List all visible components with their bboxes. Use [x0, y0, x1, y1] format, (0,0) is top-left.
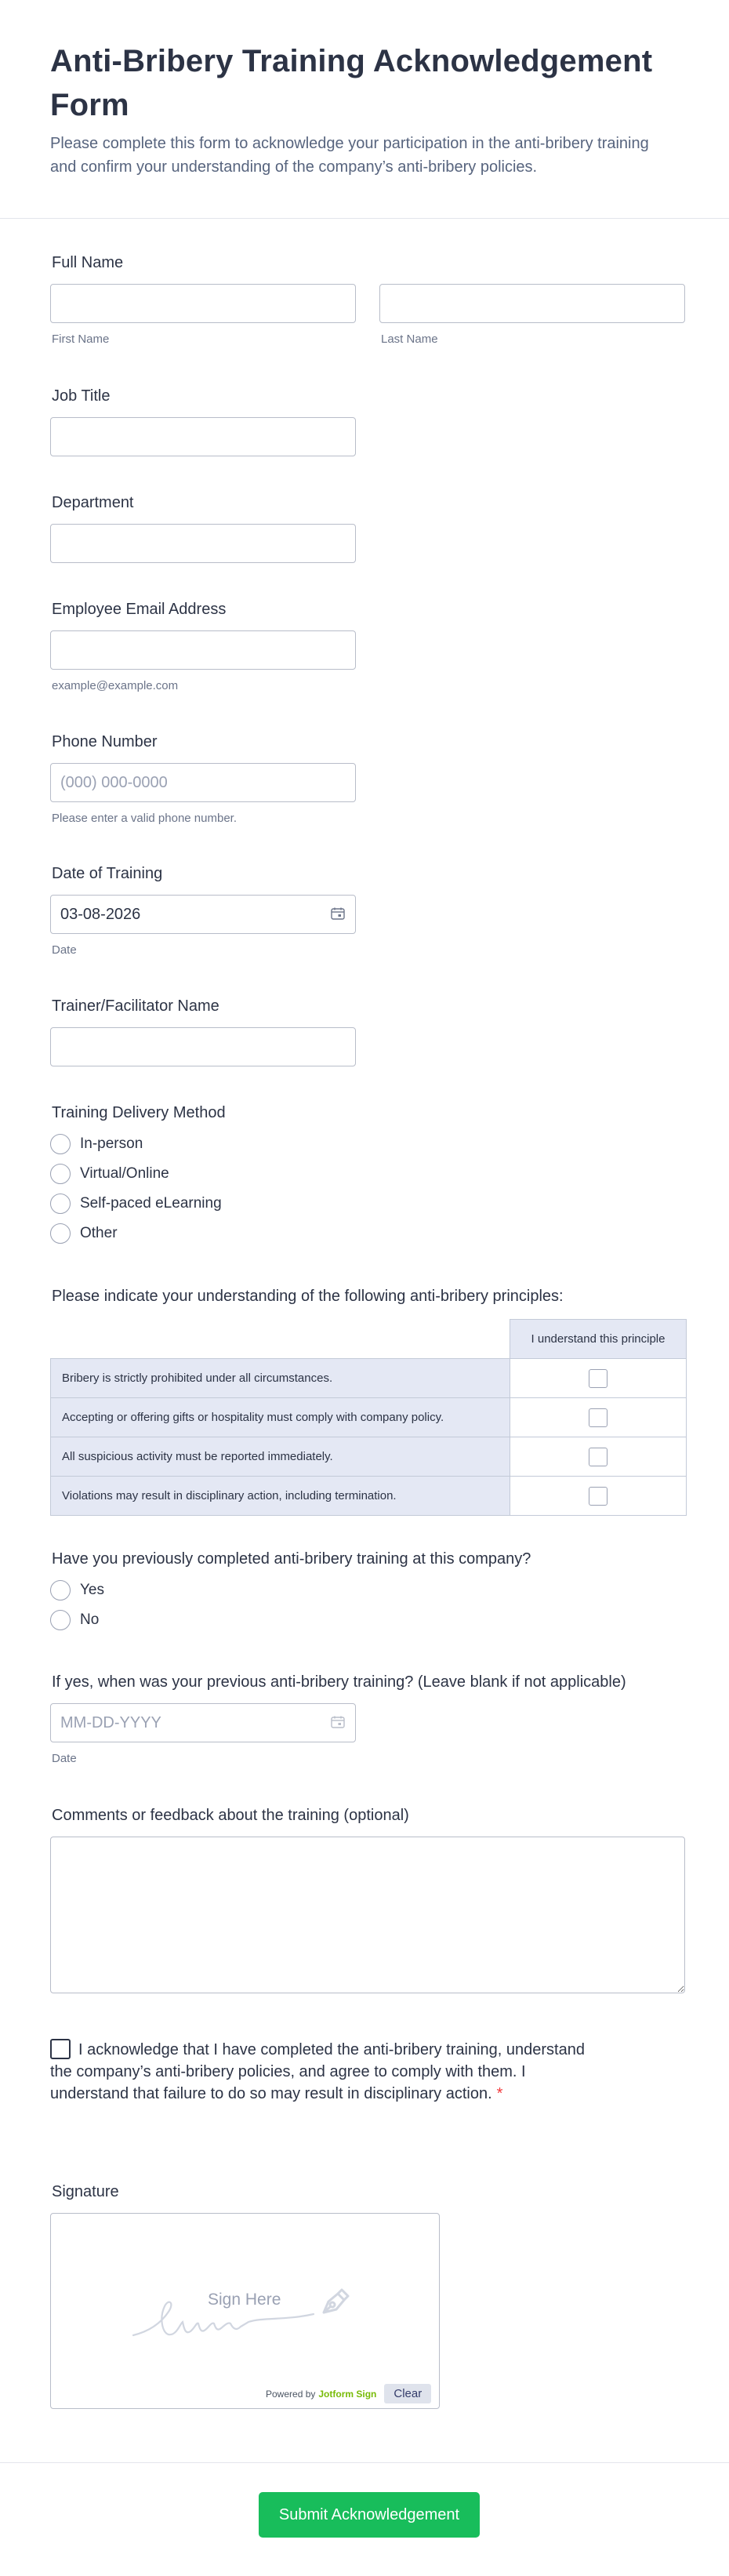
- phone-input[interactable]: (000) 000-0000: [50, 763, 356, 802]
- acknowledge-text: I acknowledge that I have completed the anti-bribery training, understand the company’s anti-bribery policies, and agree to comply with them. I understand that failure to do so may result in disciplinary action.: [50, 2041, 585, 2102]
- phone-section: [50, 732, 685, 825]
- signature-label: Signature: [52, 2183, 119, 2200]
- first-name-input[interactable]: [50, 284, 356, 323]
- last-name-input[interactable]: [379, 284, 685, 323]
- department-label: Department: [52, 494, 134, 511]
- department-input[interactable]: [50, 524, 356, 563]
- previous-date-sublabel: Date: [52, 1752, 77, 1765]
- training-date-label: Date of Training: [52, 865, 163, 882]
- full-name-section: [50, 253, 685, 346]
- principles-matrix: [50, 1319, 687, 1516]
- previous-date-field: [50, 1703, 356, 1742]
- training-date-section: [50, 863, 685, 957]
- radio-button[interactable]: [50, 1580, 71, 1600]
- delivery-section: [50, 1103, 685, 1248]
- signature-section: [50, 2182, 685, 2409]
- option-label: No: [80, 1611, 100, 1628]
- table-row: [51, 1437, 687, 1477]
- comments-section: [50, 1805, 685, 1993]
- job-title-section: [50, 386, 685, 456]
- training-date-input[interactable]: 03-08-2026: [50, 895, 356, 934]
- pen-nib-icon: [317, 2284, 352, 2319]
- signature-scribble-icon: [51, 2214, 441, 2410]
- powered-by: [266, 2384, 431, 2403]
- signature-placeholder: Sign Here: [208, 2291, 281, 2309]
- option-label: Self-paced eLearning: [80, 1195, 222, 1212]
- email-input[interactable]: [50, 630, 356, 670]
- footer-divider: [0, 2462, 729, 2463]
- principles-section: [50, 1286, 685, 1516]
- trainer-label: Trainer/Facilitator Name: [52, 997, 219, 1015]
- first-name-sublabel: First Name: [52, 332, 110, 346]
- previous-section: [50, 1549, 685, 1635]
- last-name-sublabel: Last Name: [381, 332, 438, 346]
- option-label: In-person: [80, 1135, 143, 1152]
- delivery-option-virtual[interactable]: [50, 1159, 685, 1189]
- department-section: [50, 492, 685, 563]
- radio-button[interactable]: [50, 1194, 71, 1214]
- delivery-label: Training Delivery Method: [52, 1104, 226, 1121]
- matrix-row-label: Bribery is strictly prohibited under all circumstances.: [51, 1359, 510, 1398]
- clear-signature-button[interactable]: Clear: [384, 2384, 431, 2403]
- trainer-section: [50, 996, 685, 1066]
- matrix-row-label: Violations may result in disciplinary action, including termination.: [51, 1477, 510, 1516]
- delivery-option-other[interactable]: [50, 1219, 685, 1248]
- acknowledge-checkbox[interactable]: [50, 2039, 71, 2059]
- email-sublabel: example@example.com: [52, 679, 179, 692]
- option-label: Yes: [80, 1582, 104, 1598]
- previous-option-yes[interactable]: [50, 1575, 685, 1605]
- calendar-icon[interactable]: [331, 1716, 345, 1728]
- table-row: [51, 1398, 687, 1437]
- form-title: Anti-Bribery Training Acknowledgement Form: [50, 44, 653, 122]
- training-date-sublabel: Date: [52, 943, 77, 957]
- acknowledge-section: [50, 2039, 685, 2105]
- powered-by-text: Powered by: [266, 2388, 316, 2400]
- option-label: Virtual/Online: [80, 1165, 169, 1182]
- matrix-row-label: All suspicious activity must be reported immediately.: [51, 1437, 510, 1477]
- calendar-icon[interactable]: [331, 907, 345, 920]
- signature-pad[interactable]: [50, 2213, 440, 2409]
- email-section: [50, 599, 685, 692]
- comments-textarea[interactable]: [50, 1837, 685, 1993]
- delivery-option-in-person[interactable]: [50, 1129, 685, 1159]
- radio-button[interactable]: [50, 1610, 71, 1630]
- principle-checkbox[interactable]: [589, 1487, 608, 1506]
- trainer-input[interactable]: [50, 1027, 356, 1066]
- principle-checkbox[interactable]: [589, 1448, 608, 1466]
- previous-date-label: If yes, when was your previous anti-bribery training? (Leave blank if not applicable): [52, 1673, 626, 1691]
- training-date-field: [50, 895, 356, 934]
- table-row: [51, 1359, 687, 1398]
- principles-label: Please indicate your understanding of the following anti-bribery principles:: [52, 1288, 564, 1305]
- comments-label: Comments or feedback about the training (optional): [52, 1807, 409, 1824]
- matrix-column-header: I understand this principle: [510, 1320, 687, 1359]
- jotform-sign-brand: Jotform Sign: [318, 2388, 377, 2400]
- table-row: [51, 1477, 687, 1516]
- matrix-row-label: Accepting or offering gifts or hospitality must comply with company policy.: [51, 1398, 510, 1437]
- form-subtitle: Please complete this form to acknowledge your participation in the anti-bribery training and confirm your understanding of the company’s anti-bribery policies.: [50, 135, 649, 176]
- phone-label: Phone Number: [52, 733, 158, 750]
- acknowledge-checkbox-row[interactable]: [50, 2039, 591, 2105]
- radio-button[interactable]: [50, 1164, 71, 1184]
- previous-date-section: [50, 1672, 685, 1765]
- previous-option-no[interactable]: [50, 1605, 685, 1635]
- submit-button[interactable]: Submit Acknowledgement: [259, 2492, 480, 2538]
- delivery-option-self-paced[interactable]: [50, 1189, 685, 1219]
- phone-sublabel: Please enter a valid phone number.: [52, 812, 237, 825]
- job-title-input[interactable]: [50, 417, 356, 456]
- email-label: Employee Email Address: [52, 601, 227, 618]
- option-label: Other: [80, 1225, 118, 1241]
- form-header: [0, 0, 729, 219]
- principle-checkbox[interactable]: [589, 1369, 608, 1388]
- previous-date-input[interactable]: MM-DD-YYYY: [50, 1703, 356, 1742]
- required-mark: *: [496, 2085, 503, 2102]
- job-title-label: Job Title: [52, 387, 111, 405]
- full-name-label: Full Name: [52, 254, 124, 271]
- radio-button[interactable]: [50, 1134, 71, 1154]
- previous-label: Have you previously completed anti-bribery training at this company?: [52, 1550, 531, 1568]
- radio-button[interactable]: [50, 1223, 71, 1244]
- principle-checkbox[interactable]: [589, 1408, 608, 1427]
